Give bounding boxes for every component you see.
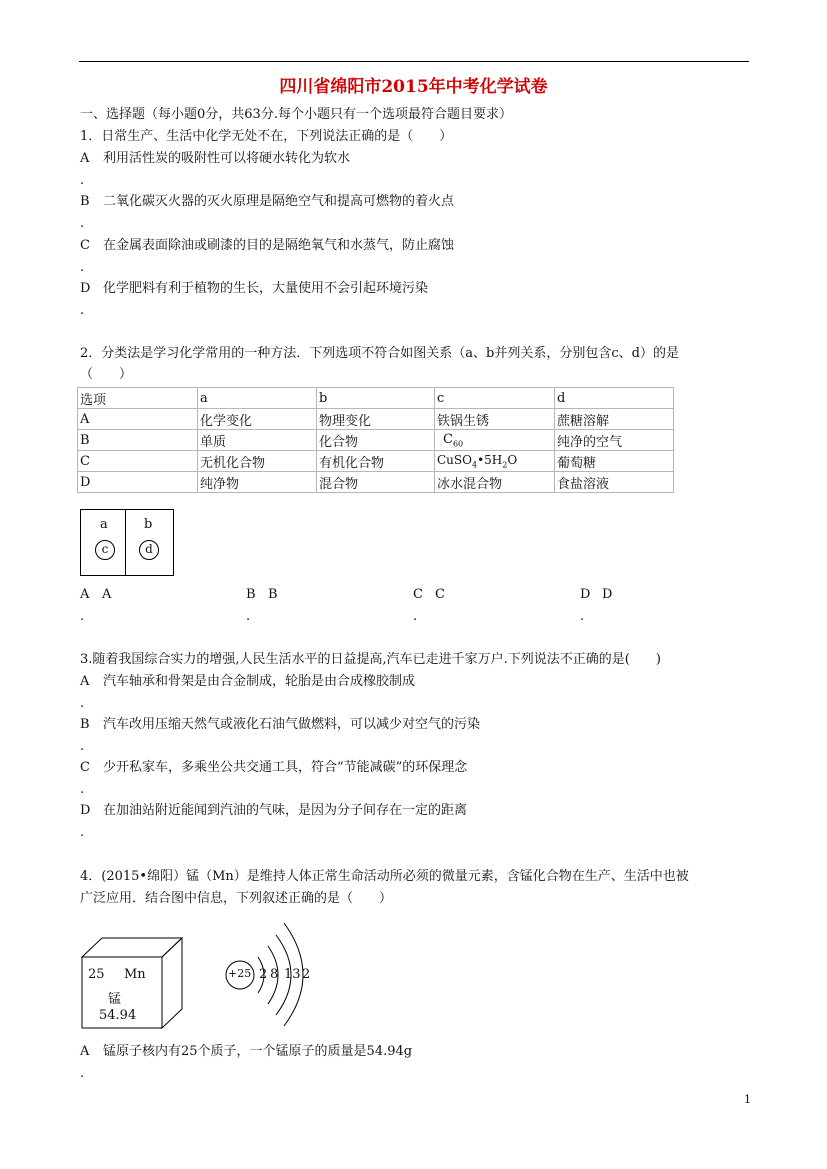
q3-dot-c: .	[80, 782, 85, 797]
venn-circle-c: c	[95, 540, 115, 560]
table-cell: 有机化合物	[317, 451, 435, 472]
table-header-cell: d	[555, 388, 674, 409]
q2-answer-b-letter: B	[246, 587, 256, 602]
q3-dot-d: .	[80, 825, 85, 840]
table-header-cell: 选项	[78, 388, 198, 409]
q2-answer-a-letter: A	[80, 587, 90, 602]
table-cell: 纯净物	[198, 472, 317, 493]
table-cell: D	[78, 472, 198, 493]
q1-option-b: 二氧化碳灭火器的灭火原理是隔绝空气和提高可燃物的着火点	[103, 194, 455, 209]
q1-dot-c: .	[80, 260, 85, 275]
q1-option-a: 利用活性炭的吸附性可以将硬水转化为软水	[103, 151, 351, 166]
table-row	[78, 472, 674, 493]
atom-shell-2: 8	[270, 967, 279, 982]
table-row	[78, 451, 674, 472]
atom-shell-4: 2	[302, 967, 311, 982]
q3-dot-b: .	[80, 739, 85, 754]
atom-shell-1: 2	[259, 967, 268, 982]
q1-option-b-letter: B	[80, 194, 90, 209]
q1-option-d-letter: D	[80, 281, 91, 296]
q2-dot-d: .	[580, 609, 585, 624]
q3-dot-a: .	[80, 696, 85, 711]
venn-label-b: b	[144, 517, 153, 532]
formula-sub: 2	[502, 460, 508, 470]
q4-stem-line1: 4．(2015•绵阳）锰（Mn）是维持人体正常生命活动所必须的微量元素，含锰化合物在生产、生活中也被	[80, 869, 689, 884]
q1-dot-a: .	[80, 173, 85, 188]
table-cell: 冰水混合物	[435, 472, 555, 493]
table-header-row	[78, 388, 674, 409]
table-cell: 单质	[198, 430, 317, 451]
q2-answer-d-letter: D	[580, 587, 591, 602]
q4-stem-line2: 广泛应用．结合图中信息，下列叙述正确的是（ ）	[80, 891, 393, 906]
q2-table	[77, 387, 674, 493]
table-cell: 物理变化	[317, 409, 435, 430]
formula-part: •5H	[477, 452, 503, 467]
q2-dot-c: .	[413, 609, 418, 624]
table-header-cell: b	[317, 388, 435, 409]
q1-dot-d: .	[80, 303, 85, 318]
q3-option-a: 汽车轴承和骨架是由合金制成，轮胎是由合成橡胶制成	[103, 674, 416, 689]
page-number: 1	[744, 1093, 751, 1106]
table-cell: 纯净的空气	[555, 430, 674, 451]
table-cell: 化合物	[317, 430, 435, 451]
table-cell-c60	[435, 430, 555, 451]
q3-option-c-letter: C	[80, 760, 90, 775]
formula-part: CuSO	[437, 452, 472, 467]
formula-part: O	[507, 452, 518, 467]
formula-sub: 4	[471, 460, 478, 470]
table-cell: 混合物	[317, 472, 435, 493]
q2-dot-a: .	[80, 609, 85, 624]
table-cell: 铁锅生锈	[435, 409, 555, 430]
q1-stem: 1．日常生产、生活中化学无处不在，下列说法正确的是（ ）	[80, 129, 453, 144]
q1-dot-b: .	[80, 216, 85, 231]
table-row	[78, 430, 674, 451]
section-heading: 一、选择题（每小题0分，共63分.每个小题只有一个选项最符合题目要求）	[80, 107, 512, 122]
q3-option-d: 在加油站附近能闻到汽油的气味，是因为分子间存在一定的距离	[103, 803, 468, 818]
q2-answer-d: D	[602, 587, 613, 602]
header-rule	[79, 61, 749, 62]
table-row	[78, 409, 674, 430]
q2-answer-c-letter: C	[413, 587, 423, 602]
q4-option-a-letter: A	[80, 1044, 90, 1059]
table-cell: A	[78, 409, 198, 430]
table-header-cell: a	[198, 388, 317, 409]
q1-option-a-letter: A	[80, 151, 90, 166]
table-cell: 蔗糖溶解	[555, 409, 674, 430]
atom-nucleus-charge: +25	[228, 967, 252, 980]
q1-option-c-letter: C	[80, 238, 90, 253]
q3-option-d-letter: D	[80, 803, 91, 818]
c60-base: C	[443, 431, 453, 447]
venn-circle-d: d	[139, 540, 159, 560]
q2-answer-c: C	[435, 587, 445, 602]
table-cell-cuso4	[435, 451, 555, 472]
venn-divider	[125, 510, 126, 575]
element-atomic-mass: 54.94	[99, 1008, 137, 1023]
element-atomic-number: 25	[88, 967, 105, 982]
venn-label-a: a	[100, 517, 108, 532]
table-cell: 无机化合物	[198, 451, 317, 472]
q4-dot-a: .	[80, 1066, 85, 1081]
element-name: 锰	[108, 992, 122, 1007]
q3-option-c: 少开私家车，多乘坐公共交通工具，符合“节能减碳”的环保理念	[103, 760, 468, 775]
c60-sub: 60	[452, 439, 464, 449]
q2-answer-a: A	[102, 587, 112, 602]
q4-option-a: 锰原子核内有25个质子，一个锰原子的质量是54.94g	[103, 1044, 413, 1059]
table-cell: B	[78, 430, 198, 451]
q3-stem: 3.随着我国综合实力的增强,人民生活水平的日益提高,汽车已走进千家万户.下列说法不正确的是( )	[80, 652, 661, 667]
table-cell: 食盐溶液	[555, 472, 674, 493]
table-cell: 葡萄糖	[555, 451, 674, 472]
q3-option-b: 汽车改用压缩天然气或液化石油气做燃料，可以减少对空气的污染	[103, 717, 481, 732]
q2-stem-line2: （ ）	[80, 367, 133, 382]
table-cell: 化学变化	[198, 409, 317, 430]
page-title: 四川省绵阳市2015年中考化学试卷	[279, 77, 548, 97]
q2-dot-b: .	[246, 609, 251, 624]
q1-option-c: 在金属表面除油或刷漆的目的是隔绝氧气和水蒸气，防止腐蚀	[103, 238, 455, 253]
table-cell: C	[78, 451, 198, 472]
table-header-cell: c	[435, 388, 555, 409]
venn-diagram	[80, 509, 174, 576]
q2-stem-line1: 2．分类法是学习化学常用的一种方法．下列选项不符合如图关系（a、b并列关系，分别包含c、d）的是	[80, 346, 679, 361]
q2-answer-b: B	[268, 587, 278, 602]
q3-option-a-letter: A	[80, 674, 90, 689]
q3-option-b-letter: B	[80, 717, 90, 732]
q1-option-d: 化学肥料有利于植物的生长，大量使用不会引起环境污染	[103, 281, 429, 296]
atom-shell-3: 13	[284, 967, 301, 982]
element-symbol: Mn	[124, 967, 146, 982]
